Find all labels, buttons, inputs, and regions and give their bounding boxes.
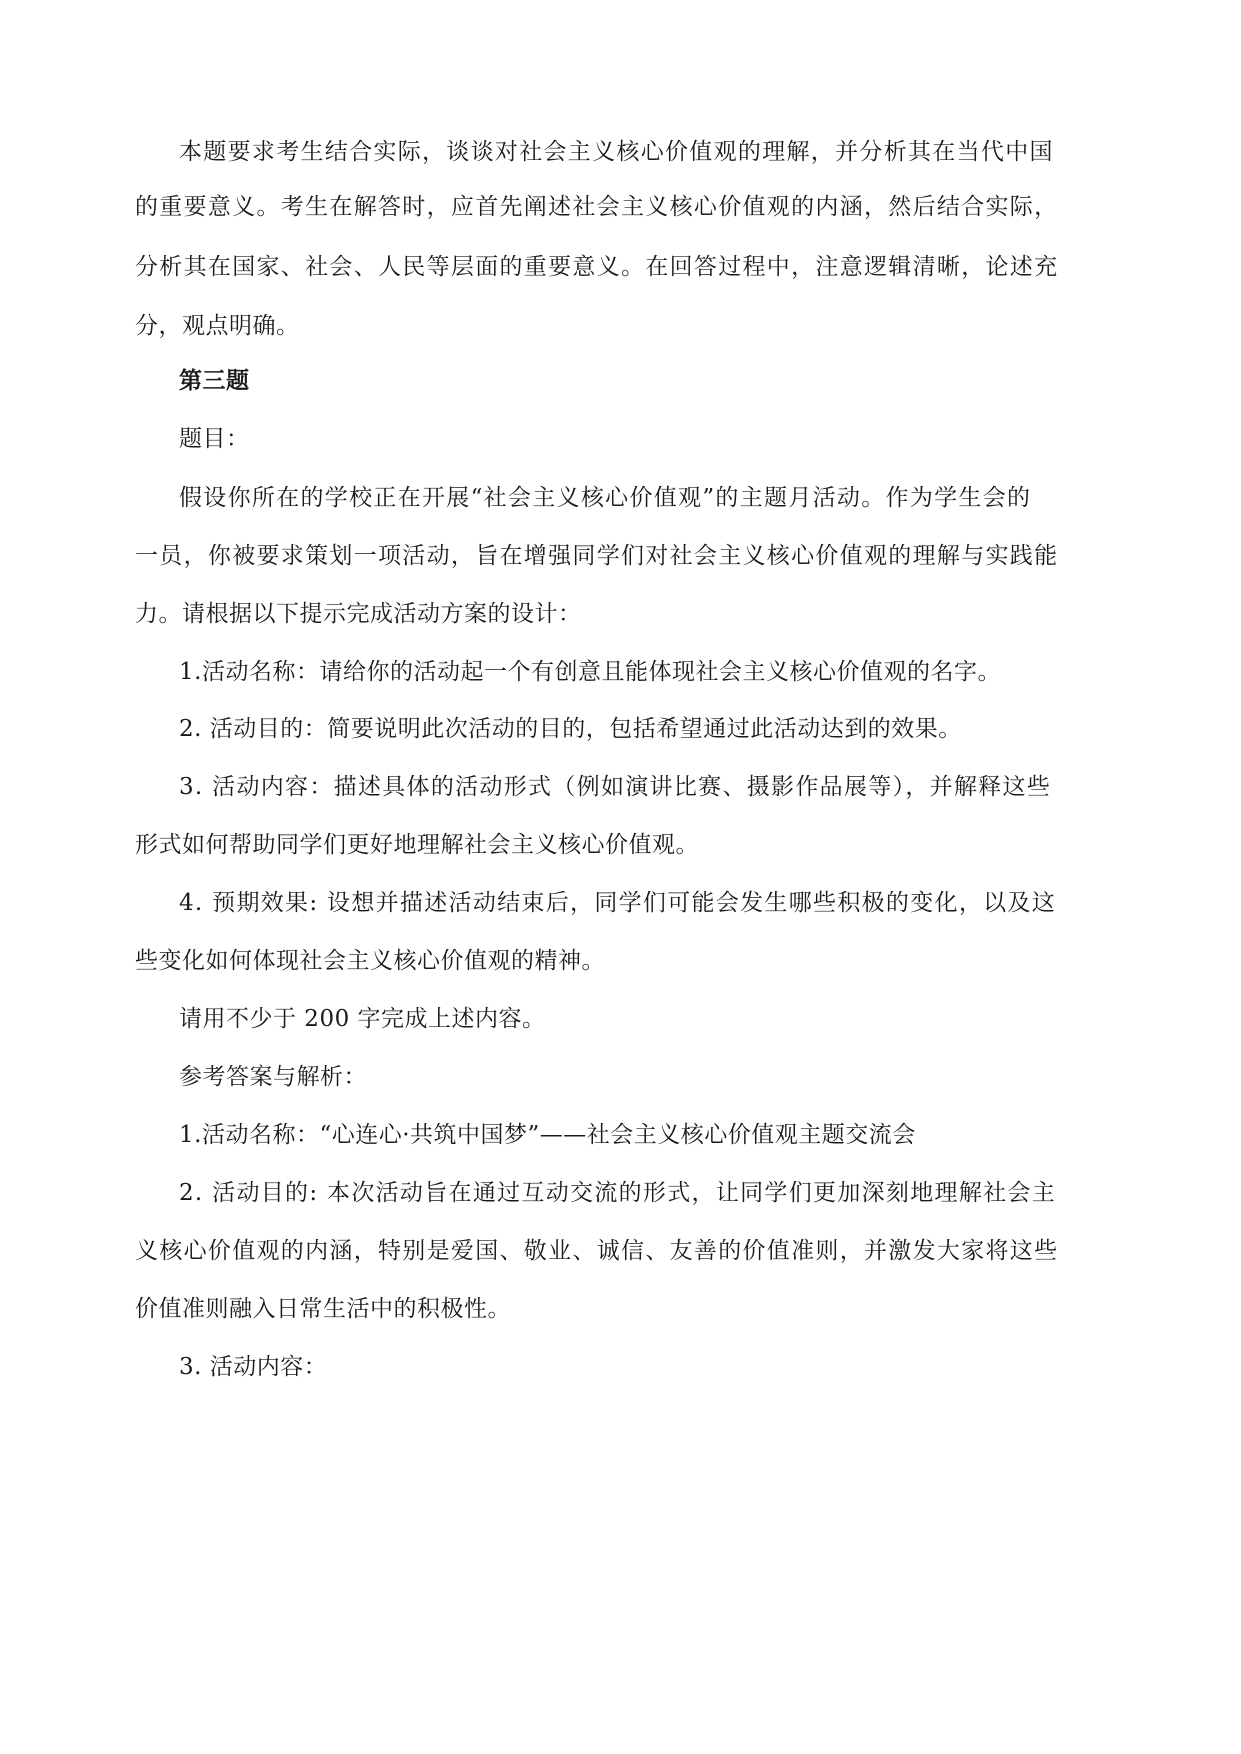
answer-item-2-line-2: 义核心价值观的内涵，特别是爱国、敬业、诚信、友善的价值准则，并激发大家将这些 <box>135 1238 1059 1264</box>
paragraph-1-line-1: 本题要求考生结合实际，谈谈对社会主义核心价值观的理解，并分析其在当代中国 <box>179 139 1054 165</box>
question-intro-line-3: 力。请根据以下提示完成活动方案的设计： <box>135 601 582 627</box>
paragraph-1-line-2: 的重要意义。考生在解答时，应首先阐述社会主义核心价值观的内涵，然后结合实际， <box>135 194 1059 220</box>
paragraph-1-line-3: 分析其在国家、社会、人民等层面的重要意义。在回答过程中，注意逻辑清晰，论述充 <box>135 254 1059 280</box>
answer-item-2-line-1: 2. 活动目的: 本次活动旨在通过互动交流的形式，让同学们更加深刻地理解社会主 <box>179 1180 1057 1206</box>
answer-item-3: 3. 活动内容： <box>179 1354 328 1380</box>
question-item-4-line-2: 些变化如何体现社会主义核心价值观的精神。 <box>135 948 605 974</box>
question-label: 题目： <box>179 426 250 452</box>
question-item-2: 2. 活动目的：简要说明此次活动的目的，包括希望通过此活动达到的效果。 <box>179 716 962 742</box>
question-intro-line-1: 假设你所在的学校正在开展“社会主义核心价值观”的主题月活动。作为学生会的 <box>179 485 1032 511</box>
question-item-3-line-2: 形式如何帮助同学们更好地理解社会主义核心价值观。 <box>135 832 699 858</box>
question-intro-line-2: 一员，你被要求策划一项活动，旨在增强同学们对社会主义核心价值观的理解与实践能 <box>135 543 1059 569</box>
question-item-4-line-1: 4. 预期效果: 设想并描述活动结束后，同学们可能会发生哪些积极的变化，以及这 <box>179 890 1057 916</box>
section-heading: 第三题 <box>179 367 250 394</box>
answer-label: 参考答案与解析： <box>179 1064 367 1090</box>
answer-item-2-line-3: 价值准则融入日常生活中的积极性。 <box>135 1296 511 1322</box>
question-item-1: 1.活动名称：请给你的活动起一个有创意且能体现社会主义核心价值观的名字。 <box>179 659 1001 685</box>
paragraph-1-line-4: 分，观点明确。 <box>135 313 300 339</box>
answer-item-1: 1.活动名称：“心连心·共筑中国梦”——社会主义核心价值观主题交流会 <box>179 1122 916 1148</box>
word-requirement: 请用不少于 200 字完成上述内容。 <box>179 1006 546 1032</box>
question-item-3-line-1: 3. 活动内容：描述具体的活动形式（例如演讲比赛、摄影作品展等），并解释这些 <box>179 774 1052 800</box>
